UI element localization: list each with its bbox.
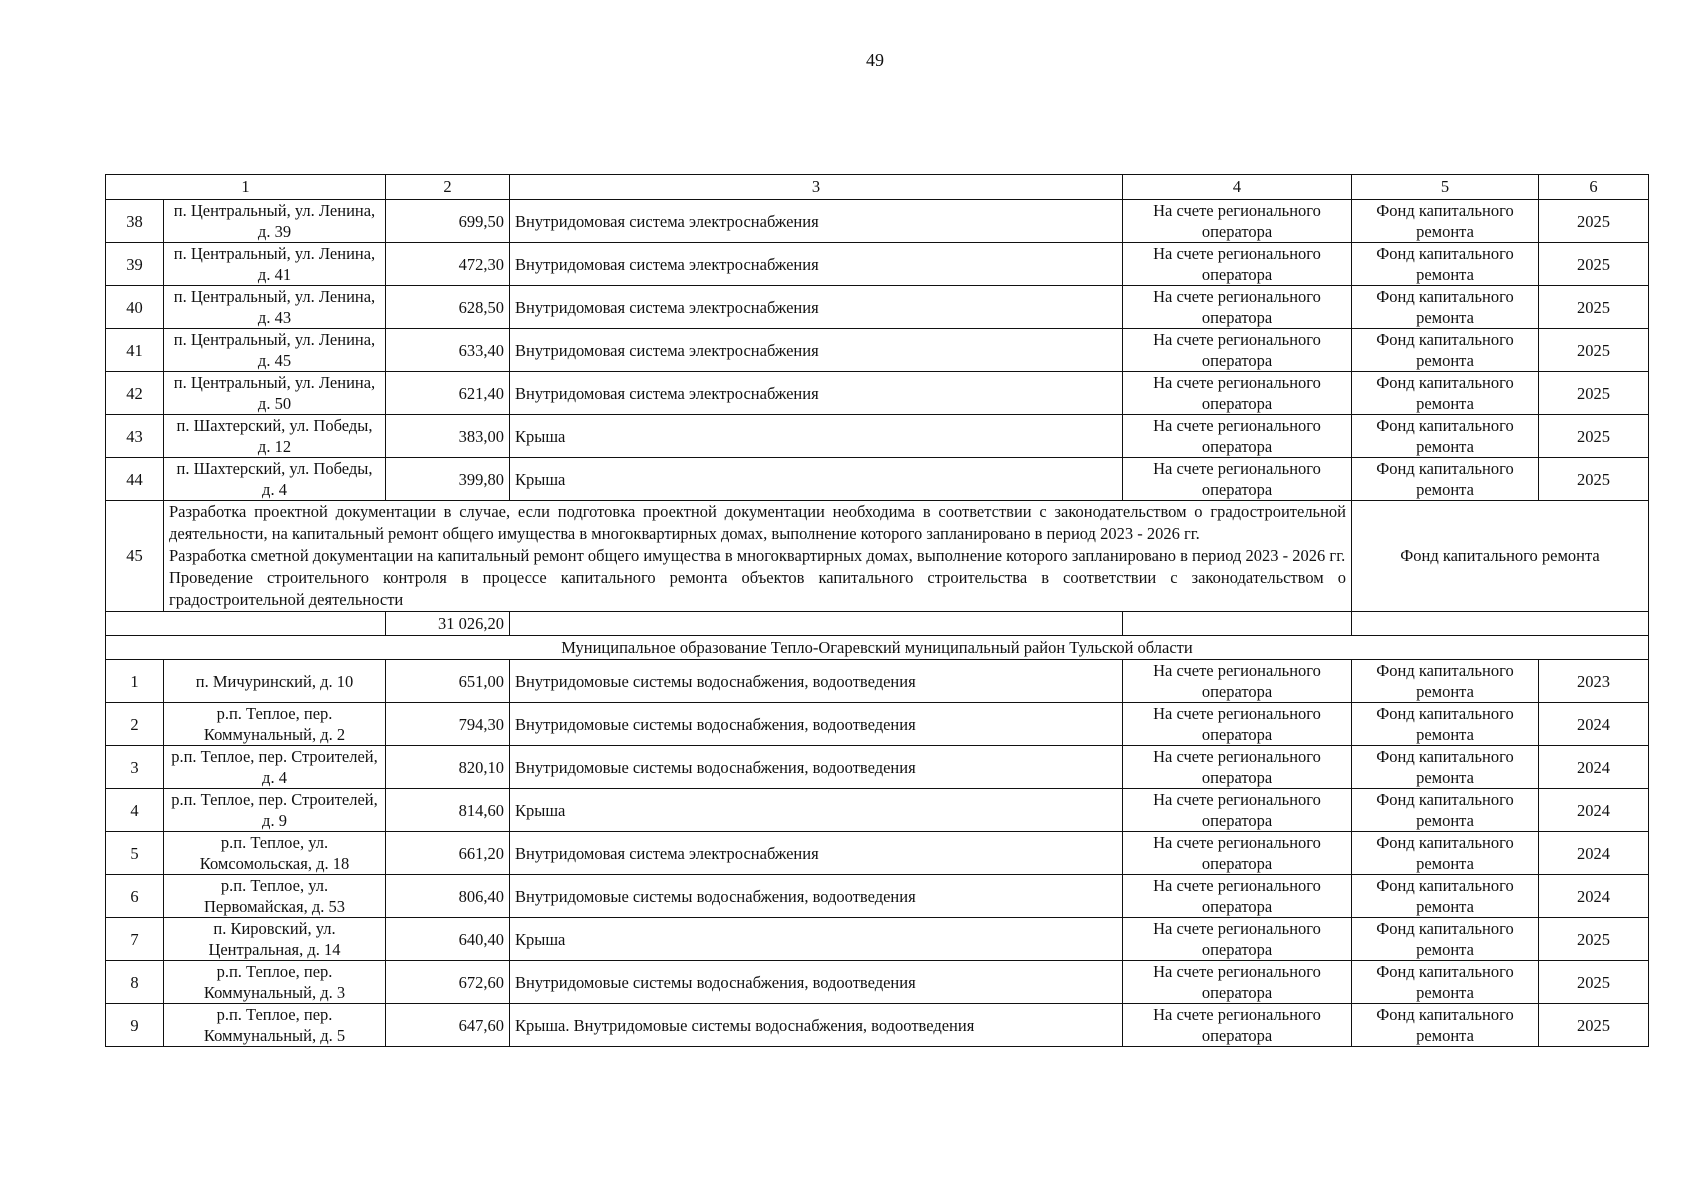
documentation-works-description — [164, 501, 1352, 612]
repair-work-type: Крыша — [510, 918, 1123, 961]
house-address: п. Центральный, ул. Ленина, д. 45 — [164, 329, 386, 372]
row-number: 45 — [106, 501, 164, 612]
funding-source: Фонд капитального ремонта — [1352, 1004, 1539, 1047]
row-number: 2 — [106, 703, 164, 746]
repair-year: 2024 — [1539, 789, 1649, 832]
table-row — [106, 243, 1649, 286]
fund-account: На счете регионального оператора — [1123, 918, 1352, 961]
house-address: п. Центральный, ул. Ленина, д. 43 — [164, 286, 386, 329]
table-row — [106, 286, 1649, 329]
house-address: р.п. Теплое, пер. Строителей, д. 4 — [164, 746, 386, 789]
funding-source: Фонд капитального ремонта — [1352, 200, 1539, 243]
house-address: п. Центральный, ул. Ленина, д. 41 — [164, 243, 386, 286]
row-number: 40 — [106, 286, 164, 329]
row-number: 41 — [106, 329, 164, 372]
funding-source: Фонд капитального ремонта — [1352, 286, 1539, 329]
fund-account: На счете регионального оператора — [1123, 875, 1352, 918]
funding-source: Фонд капитального ремонта — [1352, 918, 1539, 961]
repair-year: 2024 — [1539, 875, 1649, 918]
row-number: 44 — [106, 458, 164, 501]
repair-work-type: Внутридомовая система электроснабжения — [510, 200, 1123, 243]
repair-cost: 472,30 — [386, 243, 510, 286]
funding-source: Фонд капитального ремонта — [1352, 832, 1539, 875]
repair-plan-table — [105, 174, 1649, 1047]
row-number: 38 — [106, 200, 164, 243]
table-row — [106, 875, 1649, 918]
repair-work-type: Внутридомовые системы водоснабжения, водоотведения — [510, 746, 1123, 789]
house-address: п. Центральный, ул. Ленина, д. 50 — [164, 372, 386, 415]
house-address: п. Мичуринский, д. 10 — [164, 660, 386, 703]
table-row — [106, 789, 1649, 832]
house-address: р.п. Теплое, пер. Коммунальный, д. 2 — [164, 703, 386, 746]
fund-account: На счете регионального оператора — [1123, 789, 1352, 832]
empty-cell — [510, 612, 1123, 636]
column-header: 3 — [510, 175, 1123, 200]
repair-cost: 647,60 — [386, 1004, 510, 1047]
row-45 — [106, 501, 1649, 612]
house-address: п. Шахтерский, ул. Победы, д. 4 — [164, 458, 386, 501]
repair-cost: 621,40 — [386, 372, 510, 415]
funding-source: Фонд капитального ремонта — [1352, 789, 1539, 832]
repair-year: 2025 — [1539, 200, 1649, 243]
house-address: п. Кировский, ул. Центральная, д. 14 — [164, 918, 386, 961]
repair-work-type: Внутридомовая система электроснабжения — [510, 286, 1123, 329]
fund-account: На счете регионального оператора — [1123, 243, 1352, 286]
repair-year: 2025 — [1539, 286, 1649, 329]
funding-source: Фонд капитального ремонта — [1352, 415, 1539, 458]
repair-work-type: Внутридомовая система электроснабжения — [510, 243, 1123, 286]
total-cost: 31 026,20 — [386, 612, 510, 636]
row-number: 9 — [106, 1004, 164, 1047]
table-row — [106, 703, 1649, 746]
repair-year: 2025 — [1539, 918, 1649, 961]
repair-cost: 651,00 — [386, 660, 510, 703]
house-address: р.п. Теплое, ул. Комсомольская, д. 18 — [164, 832, 386, 875]
repair-work-type: Крыша — [510, 789, 1123, 832]
funding-source: Фонд капитального ремонта — [1352, 243, 1539, 286]
description-line: Разработка сметной документации на капитальный ремонт общего имущества в многоквартирных домах, выполнение которого запланировано в период 2023 - 2026 гг. — [169, 546, 1346, 565]
repair-year: 2025 — [1539, 1004, 1649, 1047]
table-row — [106, 329, 1649, 372]
table-row — [106, 746, 1649, 789]
repair-work-type: Крыша — [510, 415, 1123, 458]
repair-work-type: Внутридомовая система электроснабжения — [510, 832, 1123, 875]
column-header: 5 — [1352, 175, 1539, 200]
repair-work-type: Крыша — [510, 458, 1123, 501]
repair-cost: 806,40 — [386, 875, 510, 918]
repair-year: 2023 — [1539, 660, 1649, 703]
funding-source: Фонд капитального ремонта — [1352, 501, 1649, 612]
table-row — [106, 918, 1649, 961]
column-header: 2 — [386, 175, 510, 200]
repair-work-type: Внутридомовые системы водоснабжения, водоотведения — [510, 875, 1123, 918]
funding-source: Фонд капитального ремонта — [1352, 746, 1539, 789]
table-row — [106, 372, 1649, 415]
table-row — [106, 832, 1649, 875]
repair-year: 2024 — [1539, 832, 1649, 875]
repair-work-type: Внутридомовая система электроснабжения — [510, 372, 1123, 415]
row-number: 5 — [106, 832, 164, 875]
repair-work-type: Крыша. Внутридомовые системы водоснабжения, водоотведения — [510, 1004, 1123, 1047]
municipality-title: Муниципальное образование Тепло-Огаревский муниципальный район Тульской области — [106, 636, 1649, 660]
fund-account: На счете регионального оператора — [1123, 1004, 1352, 1047]
repair-work-type: Внутридомовые системы водоснабжения, водоотведения — [510, 961, 1123, 1004]
page-number: 49 — [866, 50, 884, 70]
repair-year: 2025 — [1539, 961, 1649, 1004]
description-line: Проведение строительного контроля в процессе капитального ремонта объектов капитального строительства в соответствии с законодательством о градостроительной деятельности — [169, 568, 1346, 609]
table-row — [106, 961, 1649, 1004]
house-address: п. Шахтерский, ул. Победы, д. 12 — [164, 415, 386, 458]
column-header: 4 — [1123, 175, 1352, 200]
repair-work-type: Внутридомовые системы водоснабжения, водоотведения — [510, 660, 1123, 703]
empty-cell — [106, 612, 386, 636]
repair-cost: 820,10 — [386, 746, 510, 789]
house-address: р.п. Теплое, пер. Коммунальный, д. 3 — [164, 961, 386, 1004]
fund-account: На счете регионального оператора — [1123, 660, 1352, 703]
repair-cost: 814,60 — [386, 789, 510, 832]
funding-source: Фонд капитального ремонта — [1352, 703, 1539, 746]
house-address: р.п. Теплое, ул. Первомайская, д. 53 — [164, 875, 386, 918]
fund-account: На счете регионального оператора — [1123, 458, 1352, 501]
table-row — [106, 415, 1649, 458]
repair-work-type: Внутридомовая система электроснабжения — [510, 329, 1123, 372]
repair-cost: 661,20 — [386, 832, 510, 875]
house-address: р.п. Теплое, пер. Строителей, д. 9 — [164, 789, 386, 832]
funding-source: Фонд капитального ремонта — [1352, 660, 1539, 703]
row-number: 7 — [106, 918, 164, 961]
description-line: Разработка проектной документации в случае, если подготовка проектной документации необходима в соответствии с законодательством о градостроительной деятельности, на капитальный ремонт общего имущества в многоквартирных домах, выполнение которого запланировано в период 2023 - 2026 гг. — [169, 502, 1346, 543]
table-row — [106, 458, 1649, 501]
repair-year: 2025 — [1539, 372, 1649, 415]
column-header: 1 — [106, 175, 386, 200]
row-number: 8 — [106, 961, 164, 1004]
fund-account: На счете регионального оператора — [1123, 329, 1352, 372]
repair-cost: 640,40 — [386, 918, 510, 961]
fund-account: На счете регионального оператора — [1123, 372, 1352, 415]
repair-year: 2024 — [1539, 703, 1649, 746]
fund-account: На счете регионального оператора — [1123, 200, 1352, 243]
column-number-header-row — [106, 175, 1649, 200]
row-number: 43 — [106, 415, 164, 458]
funding-source: Фонд капитального ремонта — [1352, 961, 1539, 1004]
row-number: 1 — [106, 660, 164, 703]
fund-account: На счете регионального оператора — [1123, 286, 1352, 329]
fund-account: На счете регионального оператора — [1123, 746, 1352, 789]
table-row — [106, 1004, 1649, 1047]
fund-account: На счете регионального оператора — [1123, 415, 1352, 458]
repair-cost: 699,50 — [386, 200, 510, 243]
row-number: 39 — [106, 243, 164, 286]
row-number: 3 — [106, 746, 164, 789]
repair-work-type: Внутридомовые системы водоснабжения, водоотведения — [510, 703, 1123, 746]
repair-year: 2025 — [1539, 415, 1649, 458]
fund-account: На счете регионального оператора — [1123, 961, 1352, 1004]
house-address: п. Центральный, ул. Ленина, д. 39 — [164, 200, 386, 243]
empty-cell — [1352, 612, 1649, 636]
repair-cost: 383,00 — [386, 415, 510, 458]
repair-year: 2025 — [1539, 243, 1649, 286]
repair-cost: 672,60 — [386, 961, 510, 1004]
empty-cell — [1123, 612, 1352, 636]
repair-year: 2025 — [1539, 329, 1649, 372]
funding-source: Фонд капитального ремонта — [1352, 329, 1539, 372]
table-row — [106, 660, 1649, 703]
repair-cost: 794,30 — [386, 703, 510, 746]
funding-source: Фонд капитального ремонта — [1352, 875, 1539, 918]
repair-cost: 399,80 — [386, 458, 510, 501]
repair-year: 2024 — [1539, 746, 1649, 789]
repair-year: 2025 — [1539, 458, 1649, 501]
repair-cost: 628,50 — [386, 286, 510, 329]
column-header: 6 — [1539, 175, 1649, 200]
fund-account: На счете регионального оператора — [1123, 703, 1352, 746]
total-row — [106, 612, 1649, 636]
table-row — [106, 200, 1649, 243]
row-number: 6 — [106, 875, 164, 918]
house-address: р.п. Теплое, пер. Коммунальный, д. 5 — [164, 1004, 386, 1047]
repair-cost: 633,40 — [386, 329, 510, 372]
row-number: 4 — [106, 789, 164, 832]
funding-source: Фонд капитального ремонта — [1352, 372, 1539, 415]
municipality-header-row — [106, 636, 1649, 660]
funding-source: Фонд капитального ремонта — [1352, 458, 1539, 501]
row-number: 42 — [106, 372, 164, 415]
fund-account: На счете регионального оператора — [1123, 832, 1352, 875]
